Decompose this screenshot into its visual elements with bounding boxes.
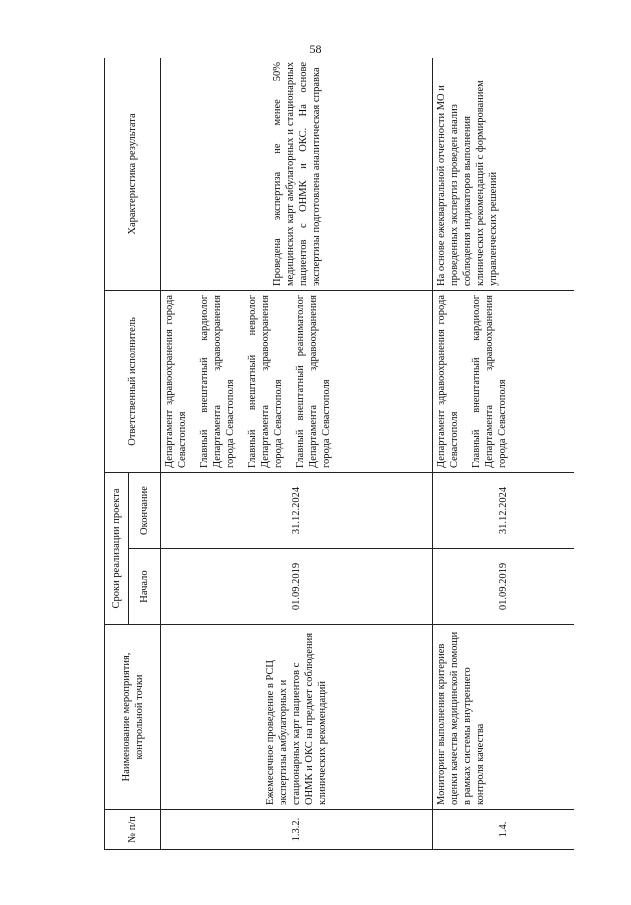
row-name: Ежемесячное проведение в РСЦ экспертизы амбулаторных и стационарных карт пациентов с ОНМК и ОКС на предмет соблюдения клинических рекомендаций	[161, 625, 433, 810]
header-num: № п/п	[105, 810, 161, 850]
row-name: Мониторинг выполнения критериев оценки качества медицинской помощи в рамках системы внутреннего контроля качества	[433, 625, 575, 810]
table-row	[161, 58, 433, 850]
row-end-date: 31.12.2024	[161, 472, 433, 548]
rotated-table-wrapper	[104, 58, 574, 850]
header-start: Начало	[129, 549, 161, 625]
executor-line: Главный внештатный реаниматолог Департамента здравоохранения города Севастополя	[295, 294, 332, 468]
executor-line: Департамент здравоохранения города Севастополя	[164, 294, 188, 468]
executor-line: Главный внештатный кардиолог Департамента здравоохранения города Севастополя	[471, 294, 508, 468]
project-schedule-table	[104, 58, 574, 850]
executor-line: Департамент здравоохранения города Севастополя	[436, 294, 460, 468]
header-executor: Ответственный исполнитель	[105, 290, 161, 472]
page-number: 58	[309, 42, 322, 56]
header-result: Характеристика результата	[105, 58, 161, 290]
row-end-date: 31.12.2024	[433, 472, 575, 548]
row-result: На основе ежеквартальной отчетности МО и проведенных экспертиз проведен анализ соблюдения индикаторов выполнения клинических рекомендаций с формированием управленческих решений	[433, 58, 575, 290]
header-terms: Сроки реализации проекта	[105, 472, 129, 624]
header-end: Окончание	[129, 472, 161, 548]
row-num: 1.4.	[433, 810, 575, 850]
row-start-date: 01.09.2019	[161, 549, 433, 625]
executor-line: Главный внештатный невролог Департамента здравоохранения города Севастополя	[247, 294, 284, 468]
row-result: Проведена экспертиза не менее 50% медицинских карт амбулаторных и стационарных пациентов с ОНМК и ОКС. На основе экспертизы подготовлена аналитическая справка	[161, 58, 433, 290]
header-row-1	[105, 58, 129, 850]
row-start-date: 01.09.2019	[433, 549, 575, 625]
header-name: Наименование мероприятия, контрольной точки	[105, 625, 161, 810]
table-row	[433, 58, 575, 850]
executor-line: Главный внештатный кардиолог Департамента здравоохранения города Севастополя	[199, 294, 236, 468]
row-executors	[433, 290, 575, 472]
row-num: 1.3.2.	[161, 810, 433, 850]
rotated-table-area	[104, 58, 574, 850]
row-executors	[161, 290, 433, 472]
